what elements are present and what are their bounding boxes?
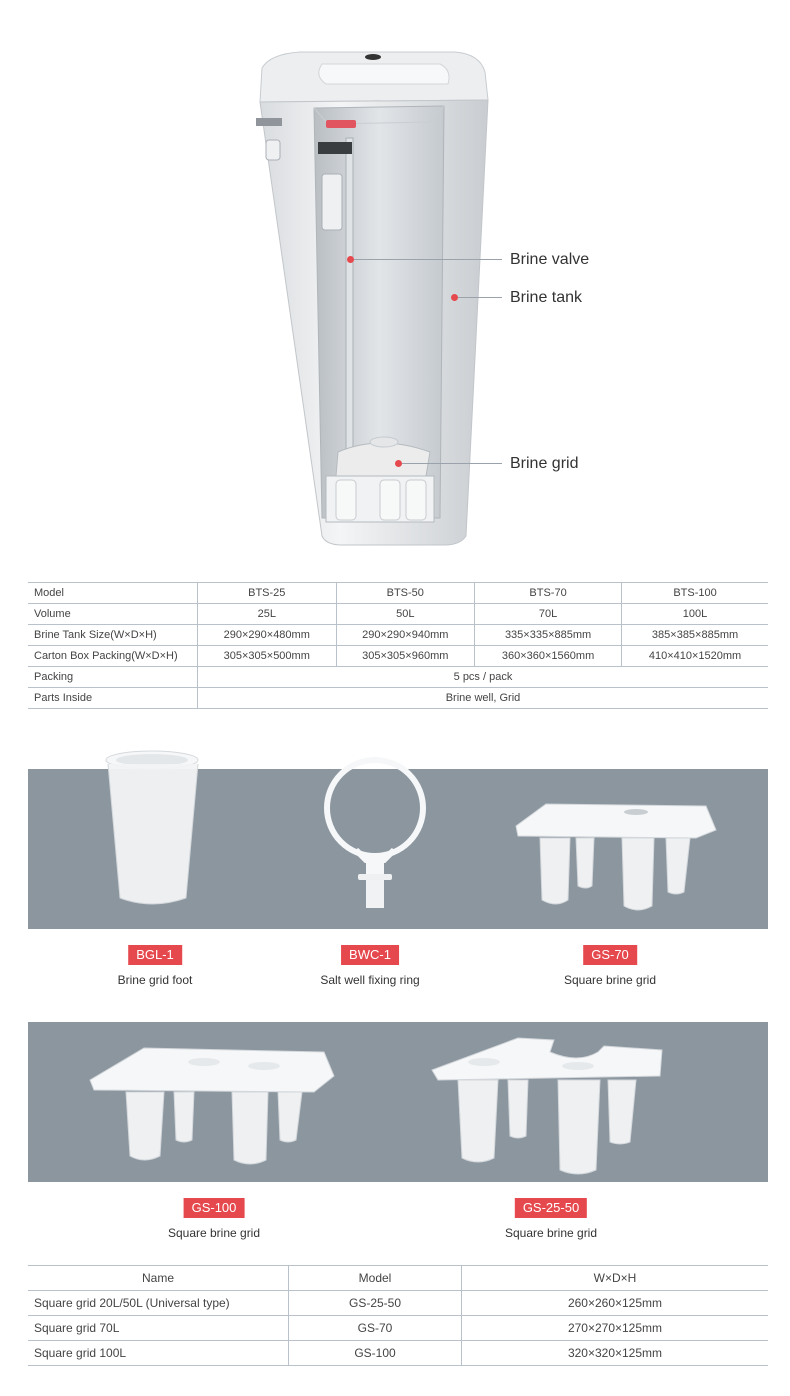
brine-grid-dot bbox=[395, 460, 402, 467]
column-header: W×D×H bbox=[462, 1266, 769, 1291]
square-grid-spec-table bbox=[28, 1265, 768, 1366]
cell: 100L bbox=[622, 604, 768, 625]
cell: 335×335×885mm bbox=[475, 625, 622, 646]
cell: BTS-70 bbox=[475, 583, 622, 604]
brine-grid-line bbox=[402, 463, 502, 464]
product-code-badge: GS-25-50 bbox=[515, 1198, 587, 1218]
cell: 50L bbox=[336, 604, 475, 625]
cell: 70L bbox=[475, 604, 622, 625]
cell: GS-100 bbox=[289, 1341, 462, 1366]
product-code-badge: BGL-1 bbox=[128, 945, 182, 965]
brine-tank-spec-table bbox=[28, 582, 768, 709]
product-name: Brine grid foot bbox=[117, 973, 193, 987]
table-row bbox=[28, 667, 768, 688]
cell: Square grid 20L/50L (Universal type) bbox=[28, 1291, 289, 1316]
brine-tank-illustration bbox=[230, 40, 530, 550]
square-brine-grid-70-image bbox=[506, 800, 720, 916]
brine-tank-dot bbox=[451, 294, 458, 301]
cell: GS-25-50 bbox=[289, 1291, 462, 1316]
cell: 320×320×125mm bbox=[462, 1341, 769, 1366]
row-label: Volume bbox=[28, 604, 198, 625]
cell: 270×270×125mm bbox=[462, 1316, 769, 1341]
product-code-badge: GS-100 bbox=[184, 1198, 245, 1218]
column-header: Name bbox=[28, 1266, 289, 1291]
table-row bbox=[28, 1341, 768, 1366]
brine-tank-label: Brine tank bbox=[510, 289, 583, 306]
cell: BTS-100 bbox=[622, 583, 768, 604]
table-row bbox=[28, 646, 768, 667]
table-row bbox=[28, 1291, 768, 1316]
row-label: Packing bbox=[28, 667, 198, 688]
product-name: Square brine grid bbox=[504, 1226, 598, 1240]
cell: 410×410×1520mm bbox=[622, 646, 768, 667]
brine-grid-label: Brine grid bbox=[510, 455, 579, 472]
cell: 305×305×960mm bbox=[336, 646, 475, 667]
table-row bbox=[28, 1316, 768, 1341]
cell: 305×305×500mm bbox=[198, 646, 337, 667]
cell: 5 pcs / pack bbox=[198, 667, 769, 688]
row-label: Model bbox=[28, 583, 198, 604]
brine-tank-line bbox=[458, 297, 502, 298]
cell: BTS-25 bbox=[198, 583, 337, 604]
table-header-row bbox=[28, 1266, 768, 1291]
square-brine-grid-100-image bbox=[84, 1040, 338, 1170]
table-row bbox=[28, 688, 768, 709]
cell: Square grid 100L bbox=[28, 1341, 289, 1366]
brine-valve-label: Brine valve bbox=[510, 251, 590, 268]
cell: 385×385×885mm bbox=[622, 625, 768, 646]
cell: 290×290×940mm bbox=[336, 625, 475, 646]
product-name: Square brine grid bbox=[167, 1226, 261, 1240]
brine-valve-dot bbox=[347, 256, 354, 263]
table-row bbox=[28, 625, 768, 646]
cell: 360×360×1560mm bbox=[475, 646, 622, 667]
cell: BTS-50 bbox=[336, 583, 475, 604]
cell: Brine well, Grid bbox=[198, 688, 769, 709]
cell: 290×290×480mm bbox=[198, 625, 337, 646]
product-code-badge: BWC-1 bbox=[341, 945, 399, 965]
column-header: Model bbox=[289, 1266, 462, 1291]
table-row bbox=[28, 604, 768, 625]
product-code-badge: GS-70 bbox=[583, 945, 637, 965]
cell: GS-70 bbox=[289, 1316, 462, 1341]
salt-well-fixing-ring-image bbox=[320, 756, 430, 912]
cell: 25L bbox=[198, 604, 337, 625]
table-row bbox=[28, 583, 768, 604]
brine-valve-line bbox=[354, 259, 502, 260]
product-name: Square brine grid bbox=[563, 973, 657, 987]
square-brine-grid-25-50-image bbox=[428, 1032, 668, 1180]
row-label: Brine Tank Size(W×D×H) bbox=[28, 625, 198, 646]
cell: Square grid 70L bbox=[28, 1316, 289, 1341]
row-label: Carton Box Packing(W×D×H) bbox=[28, 646, 198, 667]
row-label: Parts Inside bbox=[28, 688, 198, 709]
product-name: Salt well fixing ring bbox=[320, 973, 420, 987]
cell: 260×260×125mm bbox=[462, 1291, 769, 1316]
brine-grid-foot-image bbox=[100, 748, 204, 910]
